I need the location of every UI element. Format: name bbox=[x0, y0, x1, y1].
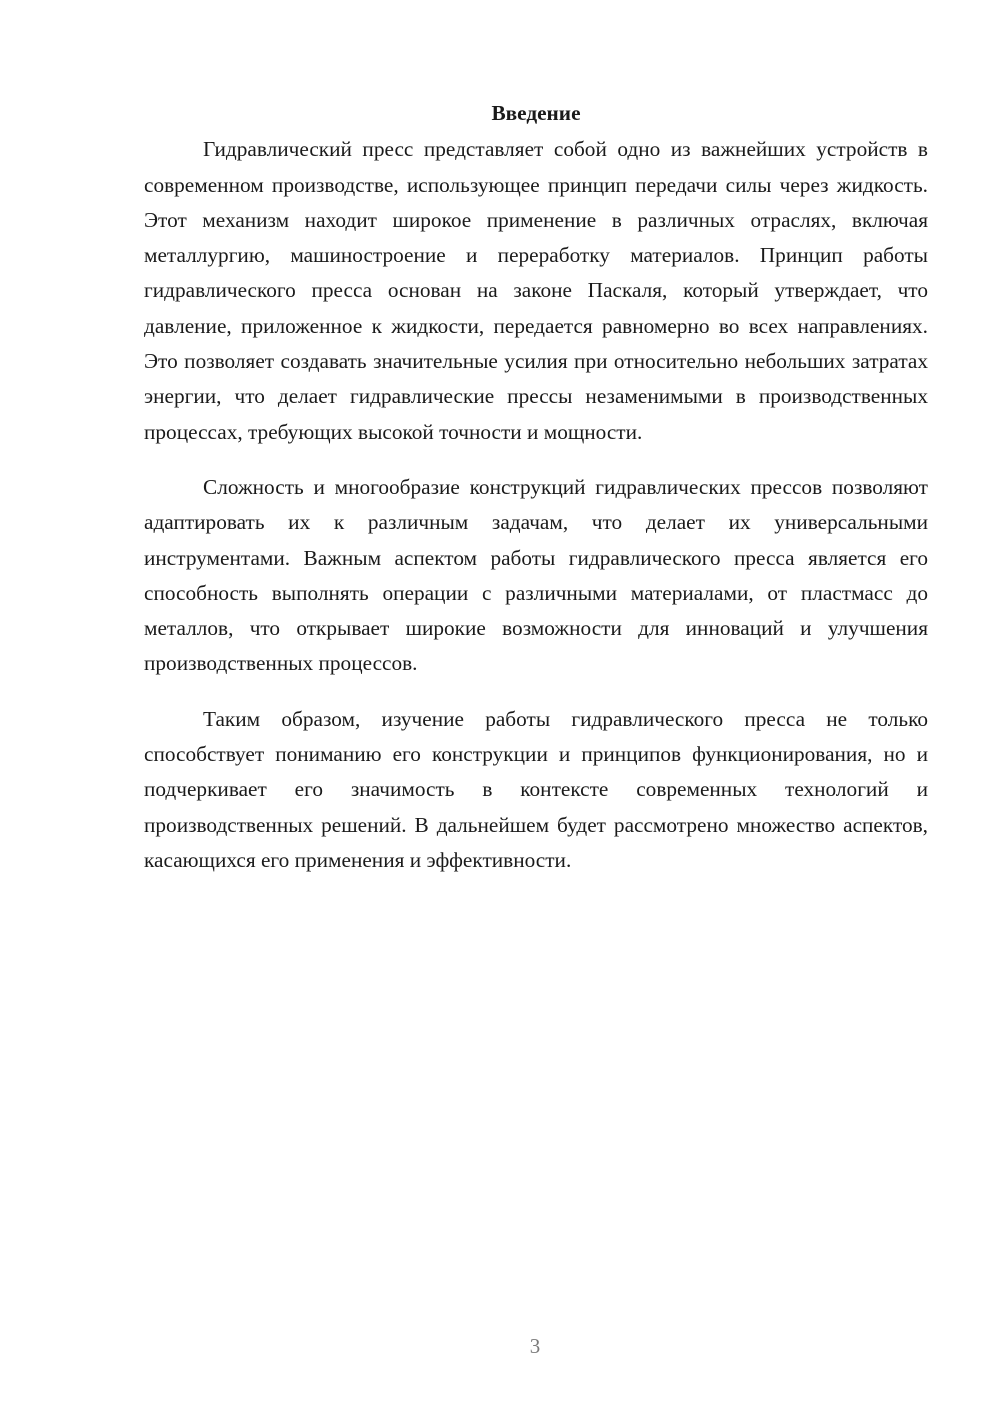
paragraph-1: Гидравлический пресс представляет собой одно из важнейших устройств в современном производстве, использующее принцип передачи силы через жидкость. Этот механизм находит широкое применение в различных отраслях, включая металлургию, машиностроение и переработку материалов. Принцип работы гидравлического пресса основан на законе Паскаля, который утверждает, что давление, приложенное к жидкости, передается равномерно во всех направлениях. Это позволяет создавать значительные усилия при относительно небольших затратах энергии, что делает гидравлические прессы незаменимыми в производственных процессах, требующих высокой точности и мощности. bbox=[144, 137, 928, 444]
section-heading: Введение bbox=[491, 101, 581, 125]
paragraph-2: Сложность и многообразие конструкций гидравлических прессов позволяют адаптировать их к различным задачам, что делает их универсальными инструментами. Важным аспектом работы гидравлического пресса является его способность выполнять операции с различными материалами, от пластмасс до металлов, что открывает широкие возможности для инноваций и улучшения производственных процессов. bbox=[144, 474, 928, 676]
paragraph-3: Таким образом, изучение работы гидравлического пресса не только способствует пониманию его конструкции и принципов функционирования, но и подчеркивает его значимость в контексте современных технологий и производственных решений. В дальнейшем будет рассмотрено множество аспектов, касающихся его применения и эффективности. bbox=[144, 706, 928, 872]
page-number: 3 bbox=[529, 1334, 541, 1358]
page-body bbox=[144, 96, 928, 878]
